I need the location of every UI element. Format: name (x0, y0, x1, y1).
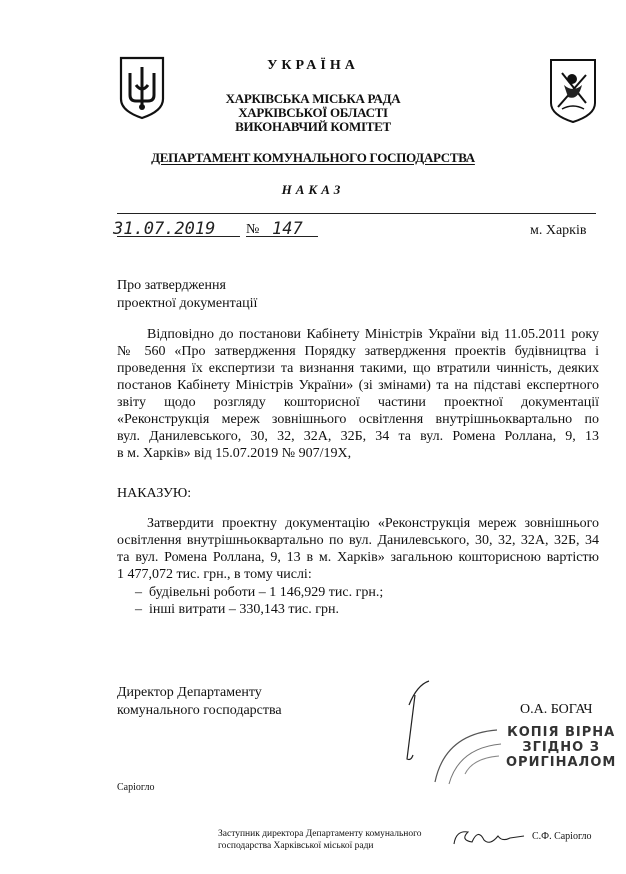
list-dash: – (135, 602, 142, 617)
council-line: ХАРКІВСЬКОЇ ОБЛАСТІ (238, 105, 388, 120)
subject-line: Про затвердження (117, 278, 226, 293)
stamp-line: КОПІЯ ВІРНА (507, 725, 616, 740)
document-type: НАКАЗ (281, 182, 345, 197)
preamble-line: Відповідно до постанови Кабінету Міністрів України від 11.05.2011 року (147, 327, 599, 342)
signatory-name: О.А. БОГАЧ (520, 702, 593, 717)
copy-certified-stamp (506, 725, 616, 770)
order-date: 31.07.2019 (113, 219, 216, 239)
approval-name: С.Ф. Саріогло (532, 831, 592, 842)
stamp-line: ЗГІДНО З (522, 740, 600, 755)
date-underline (117, 236, 240, 237)
cost-item (135, 601, 383, 618)
decision-line: та вул. Ромена Роллана, 9, 13 в м. Харків» загальною кошторисною вартістю (117, 550, 599, 565)
country-title: УКРАЇНА (267, 58, 359, 73)
order-subject (117, 277, 257, 313)
preamble (117, 326, 599, 462)
position-line: Директор Департаменту (117, 685, 262, 700)
preamble-line: звіту щодо розгляду кошторисної частини проектної документації (117, 395, 599, 410)
order-word: НАКАЗУЮ: (117, 486, 192, 501)
approval-line: господарства Харківської міської ради (218, 841, 374, 851)
cost-item-text: інші витрати – 330,143 тис. грн. (149, 602, 339, 617)
council-name (0, 92, 626, 134)
approval-position (218, 828, 422, 852)
executor-name: Саріогло (117, 782, 155, 793)
preamble-line: в м. Харків» від 15.07.2019 № 907/19Х, (117, 446, 352, 461)
header-rule (117, 213, 596, 214)
approval-line: Заступник директора Департаменту комунального (218, 829, 422, 839)
council-line: ВИКОНАВЧИЙ КОМІТЕТ (235, 119, 391, 134)
decision-line: Затвердити проектну документацію «Реконструкція мереж зовнішнього (147, 516, 599, 531)
order-number: 147 (272, 219, 303, 239)
decision-line: освітлення внутрішньоквартально по вул. Данилевського, 30, 32, 32А, 32Б, 34 (117, 533, 599, 548)
preamble-line: проведення їх експертизи та визнання такими, що втратили чинність, деяких (117, 361, 599, 376)
number-underline (246, 236, 318, 237)
preamble-line: № 560 «Про затвердження Порядку затвердження проектів будівництва і (117, 344, 599, 359)
decision-text (117, 515, 599, 583)
city: м. Харків (530, 223, 587, 238)
number-sign: № (246, 222, 260, 237)
preamble-line: «Реконструкція мереж зовнішнього освітлення внутрішньоквартально по (117, 412, 599, 427)
cost-item (135, 584, 383, 601)
signatory-position (117, 684, 282, 720)
department-name: ДЕПАРТАМЕНТ КОМУНАЛЬНОГО ГОСПОДАРСТВА (151, 150, 475, 165)
cost-item-text: будівельні роботи – 1 146,929 тис. грн.; (149, 585, 384, 600)
position-line: комунального господарства (117, 703, 282, 718)
subject-line: проектної документації (117, 296, 258, 311)
decision-line: 1 477,072 тис. грн., в тому числі: (117, 567, 312, 582)
list-dash: – (135, 585, 142, 600)
preamble-line: постанов Кабінету Міністрів України» (зі змінами) та на підставі експертного (117, 378, 599, 393)
stamp-line: ОРИГІНАЛОМ (506, 755, 617, 770)
deputy-signature-icon (450, 822, 530, 852)
cost-list (135, 584, 383, 618)
preamble-line: вул. Данилевського, 30, 32, 32А, 32Б, 34 та вул. Ромена Роллана, 9, 13 (117, 429, 599, 444)
council-line: ХАРКІВСЬКА МІСЬКА РАДА (225, 91, 401, 106)
